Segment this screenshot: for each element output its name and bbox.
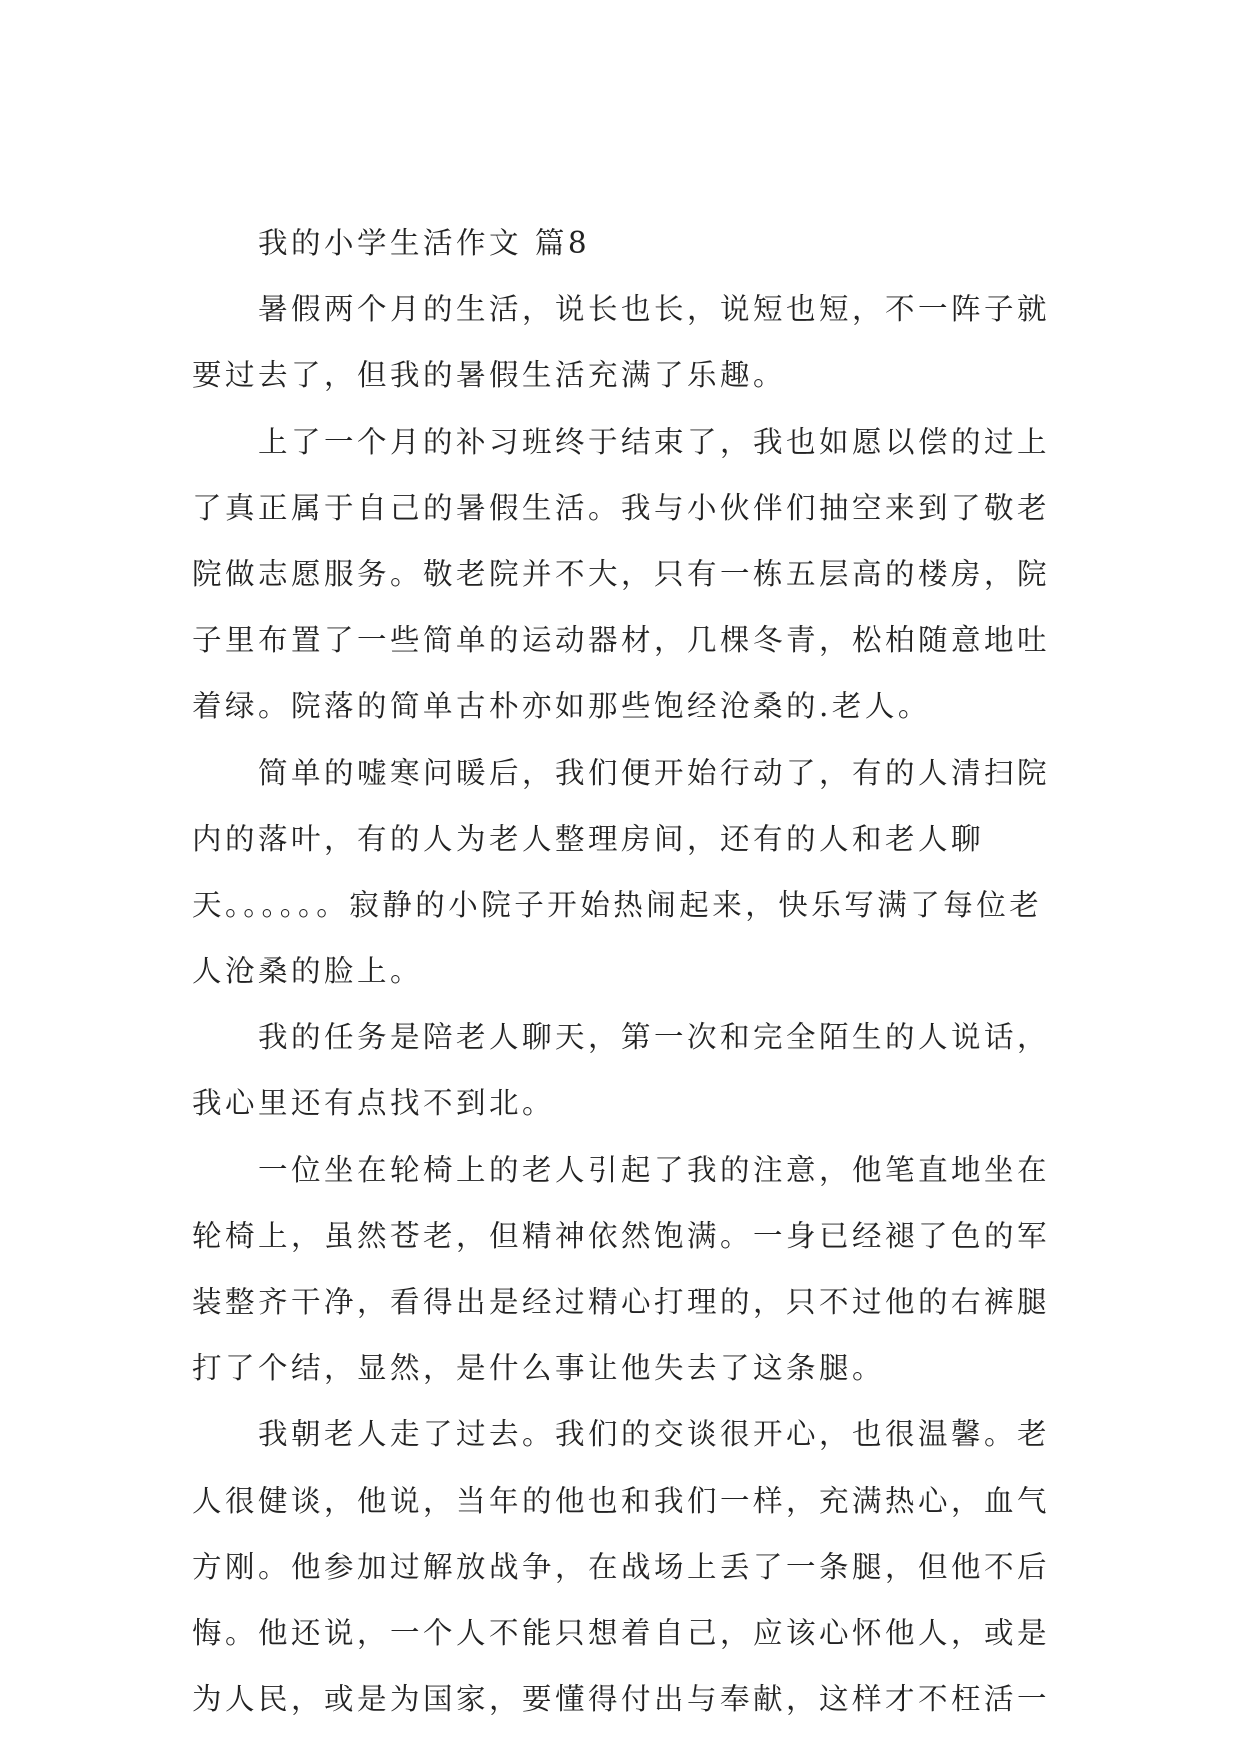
document-body xyxy=(192,210,1062,1732)
paragraph-line: 人沧桑的脸上。 xyxy=(192,954,424,989)
paragraph-line: 上了一个月的补习班终于结束了，我也如愿以偿的过上 xyxy=(258,424,1051,459)
paragraph-line: 一位坐在轮椅上的老人引起了我的注意，他笔直地坐在 xyxy=(258,1152,1051,1187)
paragraph-line: 要过去了，但我的暑假生活充满了乐趣。 xyxy=(192,358,787,393)
paragraph-line: 暑假两个月的生活，说长也长，说短也短，不一阵子就 xyxy=(258,292,1051,327)
paragraph-line: 天。。。。。。寂静的小院子开始热闹起来，快乐写满了每位老 xyxy=(192,887,1043,922)
paragraph-line: 轮椅上，虽然苍老，但精神依然饱满。一身已经褪了色的军 xyxy=(192,1218,1051,1253)
paragraph-line: 内的落叶，有的人为老人整理房间，还有的人和老人聊 xyxy=(192,821,985,856)
paragraph-line: 了真正属于自己的暑假生活。我与小伙伴们抽空来到了敬老 xyxy=(192,490,1051,525)
paragraph-line: 装整齐干净，看得出是经过精心打理的，只不过他的右裤腿 xyxy=(192,1285,1051,1319)
paragraph-line: 为人民，或是为国家，要懂得付出与奉献，这样才不枉活一 xyxy=(192,1682,1051,1717)
document-title: 我的小学生活作文 篇8 xyxy=(258,226,591,260)
paragraph-line: 我的任务是陪老人聊天，第一次和完全陌生的人说话， xyxy=(258,1020,1051,1055)
paragraph-line: 打了个结，显然，是什么事让他失去了这条腿。 xyxy=(192,1351,886,1386)
paragraph-line: 方刚。他参加过解放战争，在战场上丢了一条腿，但他不后 xyxy=(192,1549,1051,1584)
paragraph-line: 悔。他还说，一个人不能只想着自己，应该心怀他人，或是 xyxy=(192,1615,1051,1650)
paragraph-line: 院做志愿服务。敬老院并不大，只有一栋五层高的楼房，院 xyxy=(192,556,1051,591)
paragraph-line: 子里布置了一些简单的运动器材，几棵冬青，松柏随意地吐 xyxy=(192,623,1051,658)
paragraph-line: 我心里还有点找不到北。 xyxy=(192,1086,556,1121)
paragraph-line: 简单的嘘寒问暖后，我们便开始行动了，有的人清扫院 xyxy=(258,755,1051,790)
paragraph-line: 人很健谈，他说，当年的他也和我们一样，充满热心，血气 xyxy=(192,1483,1051,1518)
paragraph-line: 我朝老人走了过去。我们的交谈很开心，也很温馨。老 xyxy=(258,1417,1051,1452)
paragraph-line: 着绿。院落的简单古朴亦如那些饱经沧桑的.老人。 xyxy=(192,689,931,724)
